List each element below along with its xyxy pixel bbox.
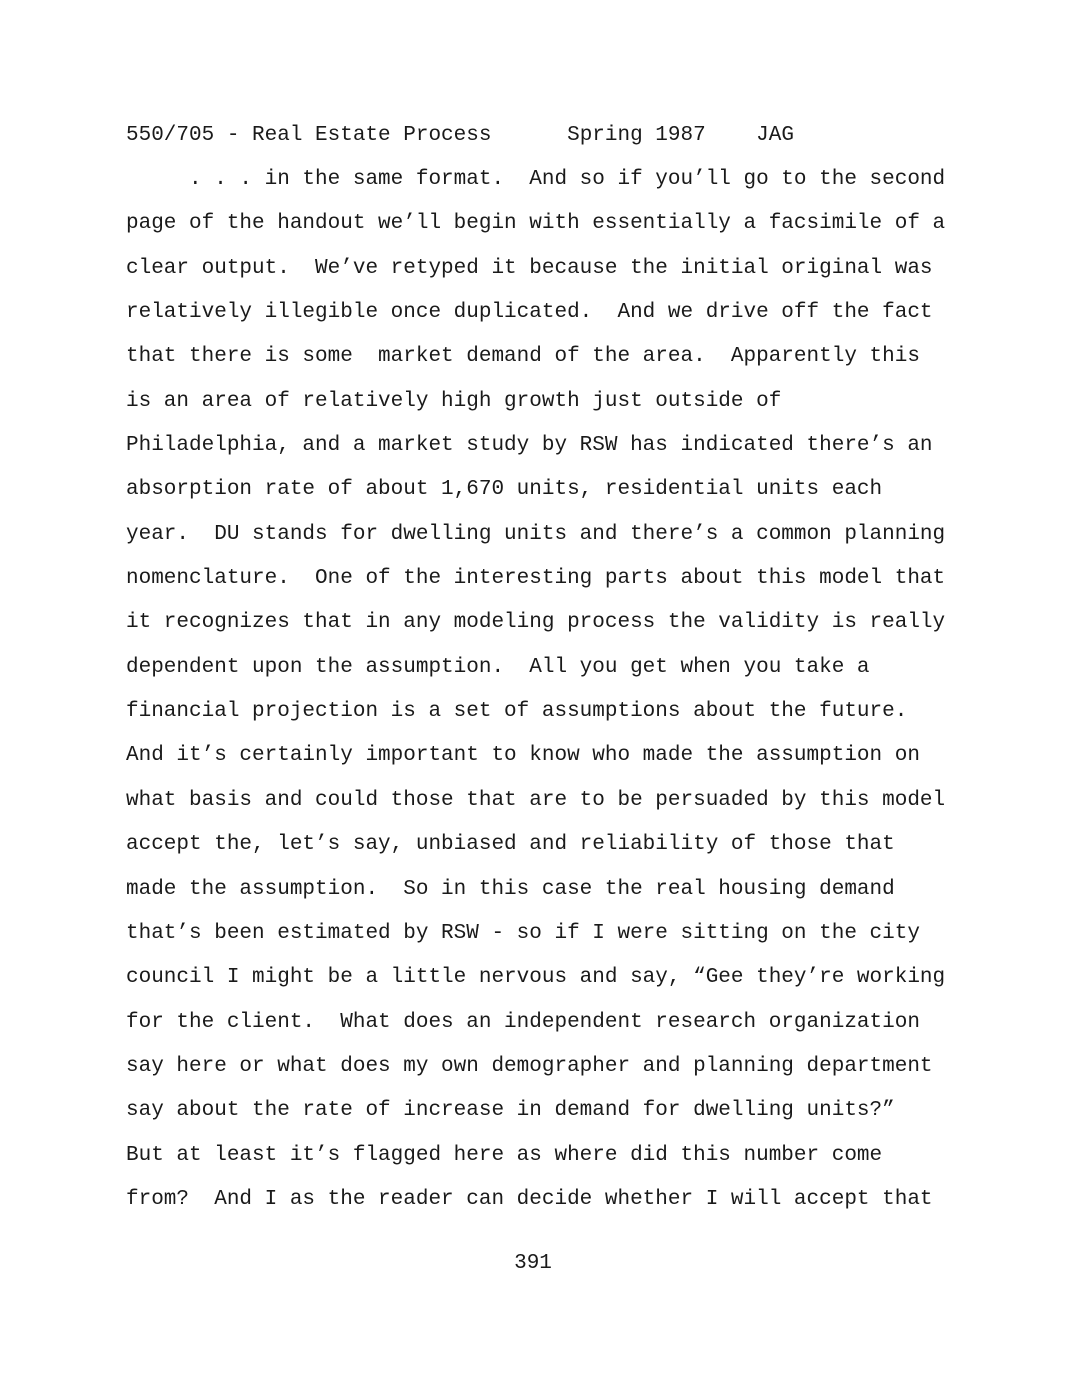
text-line: that’s been estimated by RSW - so if I were sitting on the city: [126, 921, 920, 945]
text-line: say about the rate of increase in demand for dwelling units?”: [126, 1099, 895, 1123]
transcript-body: [126, 166, 956, 1230]
text-line: page of the handout we’ll begin with essentially a facsimile of a: [126, 212, 946, 236]
text-line: say here or what does my own demographer and planning department: [126, 1054, 933, 1078]
text-line: But at least it’s flagged here as where did this number come: [126, 1143, 883, 1167]
page-header: [126, 122, 794, 150]
author-initials: JAG: [756, 124, 794, 147]
text-line: made the assumption. So in this case the real housing demand: [126, 877, 895, 901]
text-line: council I might be a little nervous and say, “Gee they’re working: [126, 966, 946, 990]
text-line: Philadelphia, and a market study by RSW has indicated there’s an: [126, 434, 933, 458]
text-line: for the client. What does an independent research organization: [126, 1010, 920, 1034]
term: Spring 1987: [567, 124, 706, 147]
text-line: from? And I as the reader can decide whether I will accept that: [126, 1187, 933, 1211]
text-line: it recognizes that in any modeling process the validity is really: [126, 611, 946, 635]
text-line: nomenclature. One of the interesting parts about this model that: [126, 567, 946, 591]
text-line: accept the, let’s say, unbiased and reliability of those that: [126, 833, 895, 857]
text-line: absorption rate of about 1,670 units, residential units each: [126, 478, 883, 502]
text-line: year. DU stands for dwelling units and there’s a common planning: [126, 522, 946, 546]
text-line: that there is some market demand of the area. Apparently this: [126, 345, 920, 369]
course-title: 550/705 - Real Estate Process: [126, 124, 492, 147]
text-line: And it’s certainly important to know who made the assumption on: [126, 744, 920, 768]
text-line: is an area of relatively high growth just outside of: [126, 389, 782, 413]
text-line: financial projection is a set of assumptions about the future.: [126, 700, 908, 724]
text-line: clear output. We’ve retyped it because the initial original was: [126, 256, 933, 280]
text-line: what basis and could those that are to be persuaded by this model: [126, 788, 946, 812]
text-line: . . . in the same format. And so if you’ll go to the second: [126, 168, 946, 191]
text-line: dependent upon the assumption. All you get when you take a: [126, 655, 870, 679]
page-number: 391: [514, 1252, 552, 1275]
text-line: relatively illegible once duplicated. And we drive off the fact: [126, 301, 933, 325]
